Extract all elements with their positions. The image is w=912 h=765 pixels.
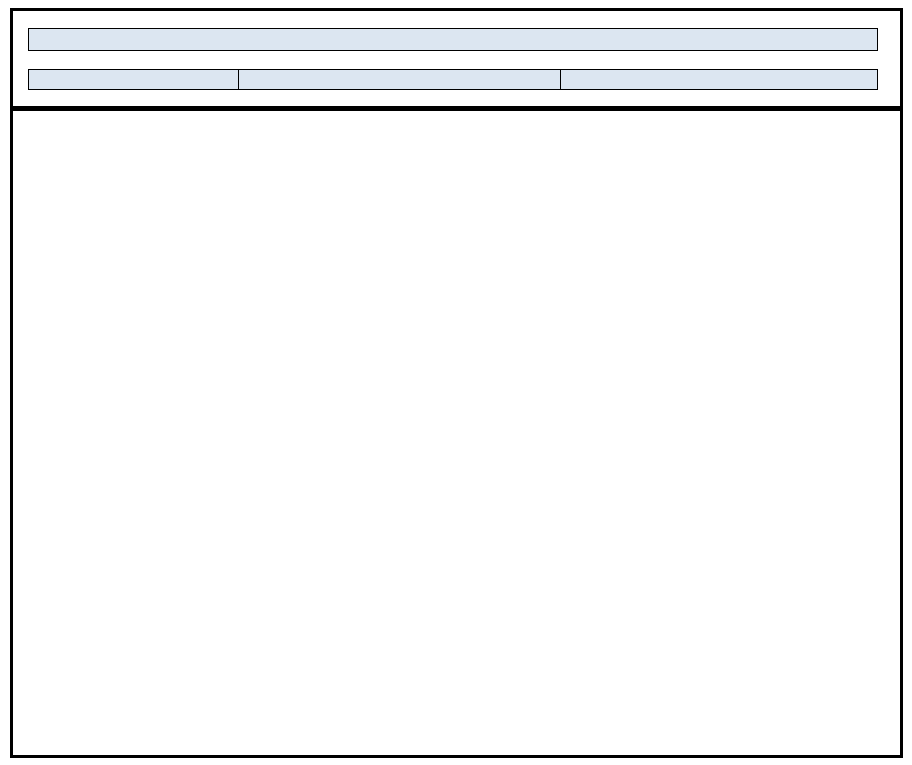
page-title <box>28 28 878 51</box>
particulars-header-row <box>29 70 878 90</box>
column-header-resume-bgv <box>239 70 561 90</box>
section-divider <box>13 106 900 111</box>
document-frame <box>10 8 903 758</box>
particulars-table <box>28 69 878 90</box>
column-header-particulars <box>29 70 239 90</box>
column-header-supporting-documents <box>561 70 878 90</box>
